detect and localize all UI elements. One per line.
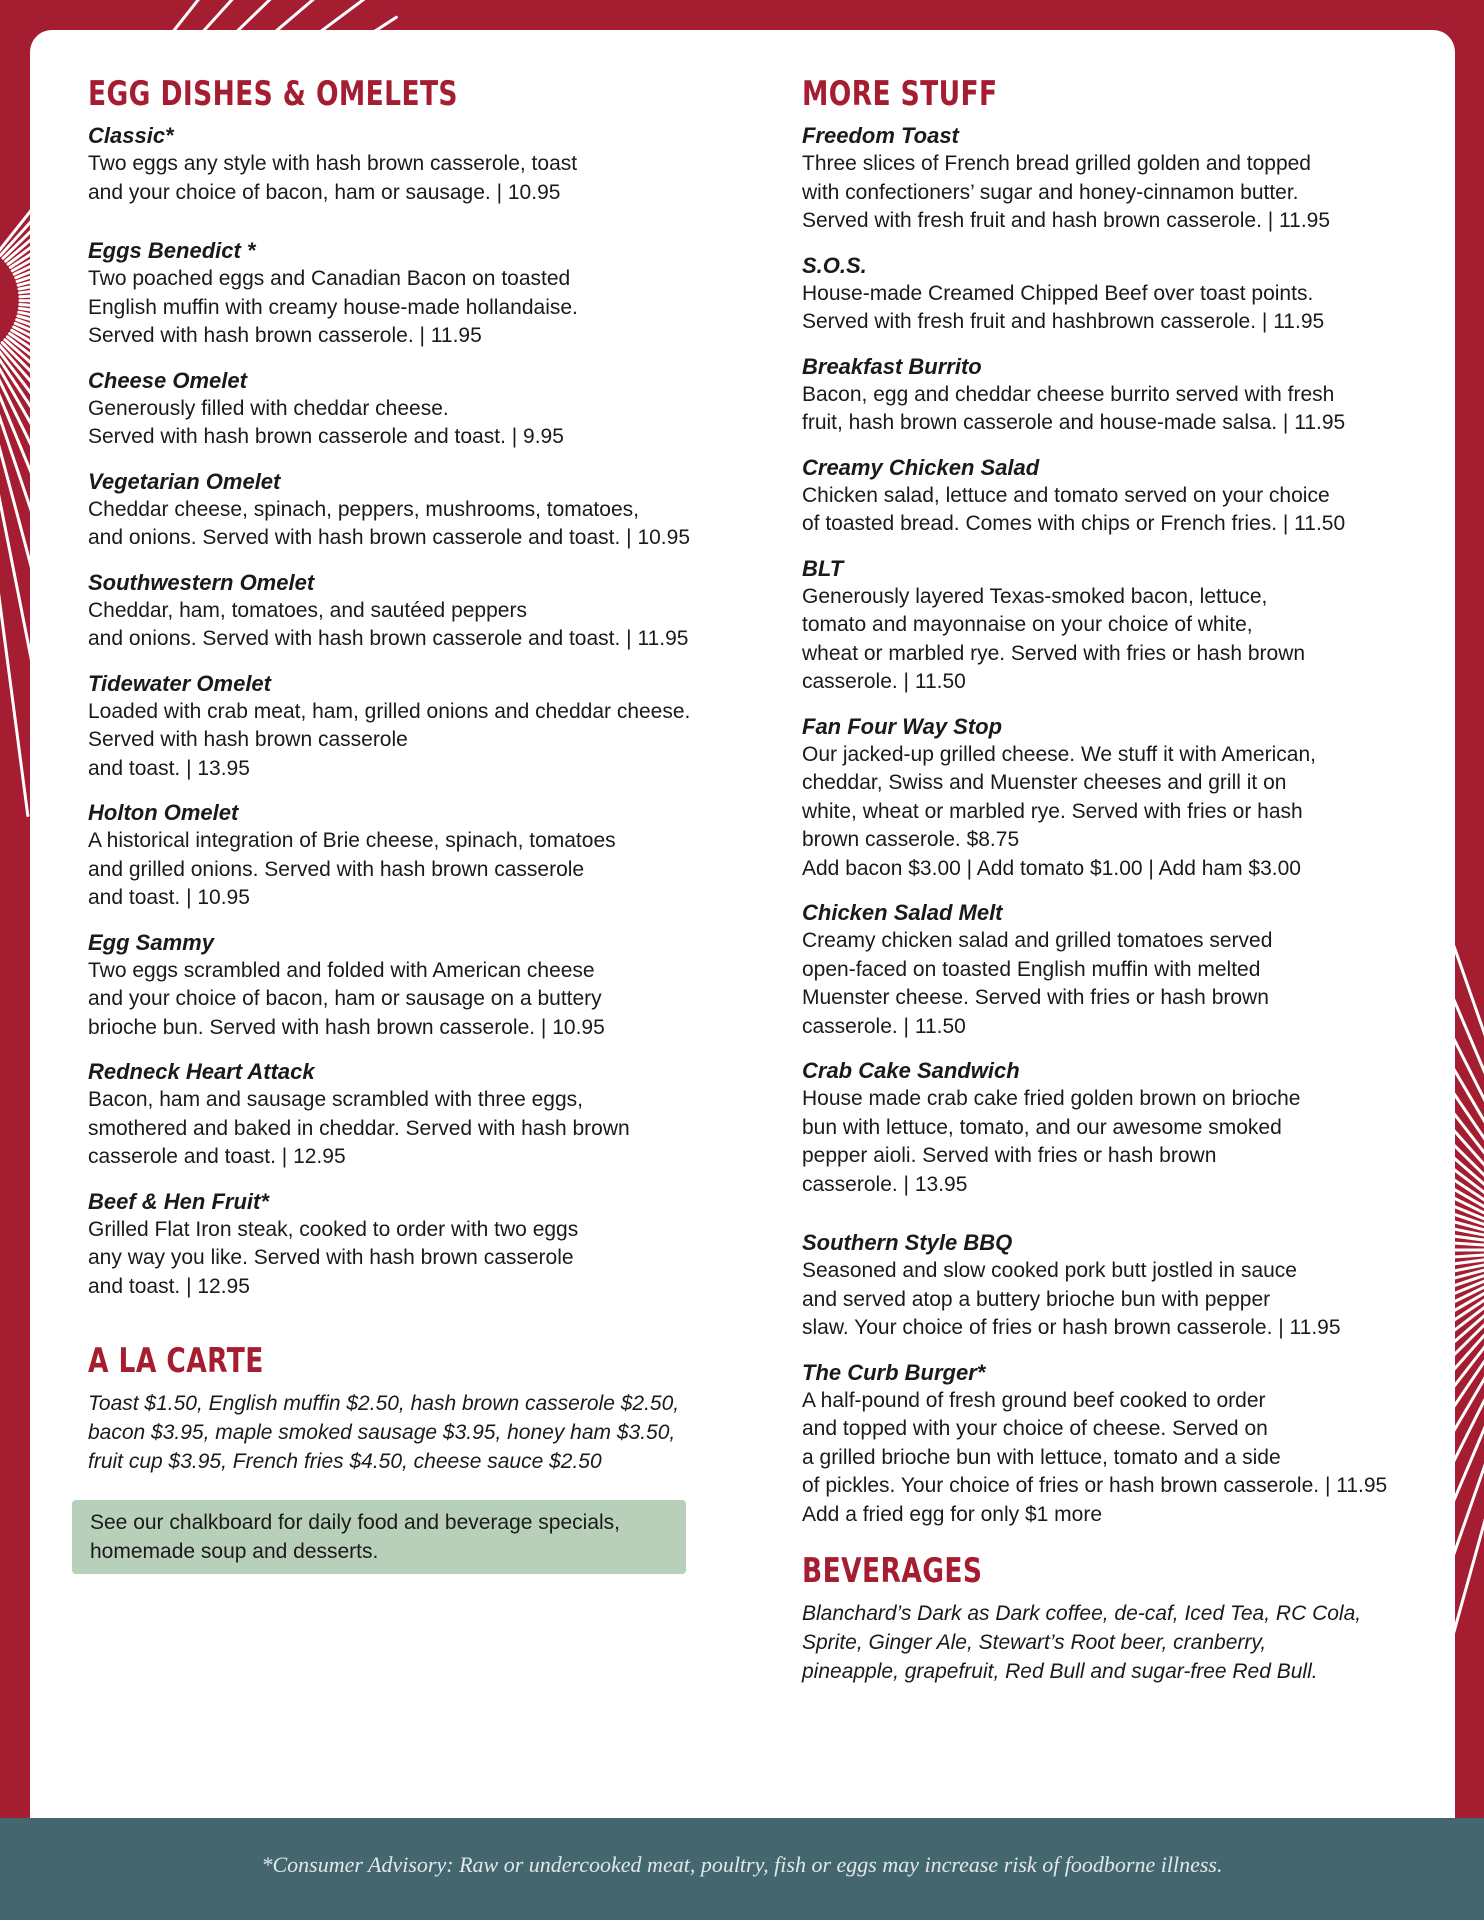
menu-item-description-line: Muenster cheese. Served with fries or hash brown: [802, 986, 1269, 1009]
menu-item: [88, 670, 758, 784]
menu-item-name: Southwestern Omelet: [88, 569, 315, 595]
a-la-carte-text: [88, 1389, 758, 1476]
menu-item-description-line: and your choice of bacon, ham or sausage. | 10.95: [88, 180, 561, 204]
menu-item-description-line: pepper aioli. Served with fries or hash brown: [802, 1144, 1217, 1167]
menu-item-description-line: Served with hash brown casserole and toast. | 9.95: [88, 425, 564, 448]
menu-item: [802, 899, 1452, 1041]
menu-item: [802, 555, 1452, 697]
menu-item-description-line: Chicken salad, lettuce and tomato served on your choice: [802, 483, 1330, 507]
menu-item-description-line: House made crab cake fried golden brown on brioche: [802, 1087, 1301, 1110]
menu-item-description-line: Seasoned and slow cooked pork butt jostled in sauce: [802, 1259, 1297, 1282]
menu-item-description-line: casserole. | 11.50: [802, 670, 966, 693]
menu-item-name: Beef & Hen Fruit*: [88, 1188, 269, 1214]
menu-item-description-line: English muffin with creamy house-made hollandaise.: [88, 295, 578, 319]
menu-item: [88, 799, 758, 913]
menu-item-name: Holton Omelet: [88, 800, 239, 825]
menu-item-name: Freedom Toast: [802, 123, 959, 148]
menu-item-name: The Curb Burger*: [802, 1359, 986, 1385]
menu-item-description-line: and onions. Served with hash brown casserole and toast. | 10.95: [88, 526, 690, 549]
menu-item-description-line: casserole and toast. | 12.95: [88, 1145, 346, 1168]
right-column: [802, 74, 1452, 1686]
menu-item: [802, 713, 1452, 884]
menu-item: [802, 1359, 1452, 1530]
a-la-carte-line: fruit cup $3.95, French fries $4.50, cheese sauce $2.50: [88, 1450, 602, 1473]
menu-item-description-line: Add a fried egg for only $1 more: [802, 1502, 1103, 1526]
specials-note-line: homemade soup and desserts.: [90, 1540, 379, 1563]
menu-item-description-line: A half-pound of fresh ground beef cooked to order: [802, 1388, 1266, 1412]
menu-item: [88, 367, 758, 452]
menu-item: [88, 929, 758, 1043]
menu-item: [88, 468, 758, 553]
menu-item: [88, 1058, 758, 1172]
menu-item: [802, 252, 1452, 337]
menu-item-description-line: A historical integration of Brie cheese, spinach, tomatoes: [88, 829, 616, 852]
menu-item-description-line: with confectioners’ sugar and honey-cinnamon butter.: [802, 180, 1299, 204]
menu-item-description-line: Served with hash brown casserole: [88, 728, 408, 751]
menu-item-description-line: brioche bun. Served with hash brown casserole. | 10.95: [88, 1015, 605, 1039]
menu-item-name: S.O.S.: [802, 252, 867, 278]
more-stuff-list: [802, 122, 1452, 1529]
menu-item: [802, 1057, 1452, 1199]
menu-item-description-line: bun with lettuce, tomato, and our awesome smoked: [802, 1115, 1282, 1139]
menu-item-description-line: tomato and mayonnaise on your choice of white,: [802, 613, 1253, 636]
menu-item-description-line: and served atop a buttery brioche bun with pepper: [802, 1287, 1271, 1311]
footer-bar: [0, 1818, 1484, 1920]
menu-item-description-line: Grilled Flat Iron steak, cooked to order with two eggs: [88, 1217, 579, 1241]
menu-item: [802, 1229, 1452, 1343]
menu-item-description-line: and your choice of bacon, ham or sausage on a buttery: [88, 987, 602, 1010]
menu-item-name: Breakfast Burrito: [802, 353, 982, 379]
menu-item: [88, 569, 758, 654]
menu-item-name: Eggs Benedict *: [88, 238, 256, 263]
menu-item-description-line: Our jacked-up grilled cheese. We stuff it with American,: [802, 742, 1316, 766]
menu-item-description-line: smothered and baked in cheddar. Served with hash brown: [88, 1116, 630, 1140]
menu-item-description-line: Three slices of French bread grilled golden and topped: [802, 152, 1311, 175]
menu-item-description-line: brown casserole. $8.75: [802, 828, 1020, 851]
menu-item: [802, 122, 1452, 236]
egg-dishes-heading: EGG DISHES & OMELETS: [88, 74, 458, 114]
menu-item-name: Chicken Salad Melt: [802, 900, 1003, 925]
menu-item-description-line: and toast. | 13.95: [88, 756, 250, 780]
menu-item-description-line: and grilled onions. Served with hash brown casserole: [88, 857, 585, 881]
menu-item-description-line: Cheddar, ham, tomatoes, and sautéed peppers: [88, 598, 527, 622]
menu-item-description-line: Bacon, ham and sausage scrambled with three eggs,: [88, 1088, 583, 1111]
menu-item-name: Vegetarian Omelet: [88, 468, 281, 494]
menu-item-name: BLT: [802, 555, 844, 581]
menu-item-description-line: slaw. Your choice of fries or hash brown casserole. | 11.95: [802, 1316, 1341, 1339]
menu-item-description-line: wheat or marbled rye. Served with fries or hash brown: [802, 641, 1306, 665]
menu-item: [88, 1188, 758, 1302]
menu-item-description-line: Creamy chicken salad and grilled tomatoes served: [802, 929, 1273, 952]
beverages-heading: BEVERAGES: [802, 1551, 983, 1591]
egg-dishes-list: [88, 122, 758, 1301]
menu-item-description-line: and onions. Served with hash brown casserole and toast. | 11.95: [88, 627, 689, 650]
menu-item-description-line: and topped with your choice of cheese. Served on: [802, 1417, 1268, 1440]
a-la-carte-line: bacon $3.95, maple smoked sausage $3.95, honey ham $3.50,: [88, 1421, 676, 1444]
menu-item-name: Southern Style BBQ: [802, 1230, 1013, 1255]
menu-item-description-line: Generously layered Texas-smoked bacon, lettuce,: [802, 584, 1268, 608]
menu-item-name: Classic*: [88, 123, 174, 148]
menu-item-description-line: of pickles. Your choice of fries or hash brown casserole. | 11.95: [802, 1474, 1388, 1497]
menu-item-description-line: and toast. | 10.95: [88, 886, 250, 909]
menu-item-description-line: Served with fresh fruit and hashbrown casserole. | 11.95: [802, 310, 1325, 333]
menu-item-description-line: Add bacon $3.00 | Add tomato $1.00 | Add ham $3.00: [802, 856, 1301, 880]
menu-item: [802, 353, 1452, 438]
beverages-line: pineapple, grapefruit, Red Bull and sugar-free Red Bull.: [802, 1660, 1318, 1683]
menu-item-name: Tidewater Omelet: [88, 670, 271, 696]
menu-item-description-line: Generously filled with cheddar cheese.: [88, 396, 449, 420]
menu-item-description-line: fruit, hash brown casserole and house-made salsa. | 11.95: [802, 411, 1346, 434]
menu-item-description-line: Served with fresh fruit and hash brown casserole. | 11.95: [802, 209, 1331, 232]
menu-item-name: Redneck Heart Attack: [88, 1059, 315, 1084]
menu-item-description-line: Bacon, egg and cheddar cheese burrito served with fresh: [802, 382, 1335, 406]
menu-item-name: Crab Cake Sandwich: [802, 1058, 1020, 1083]
beverages-line: Blanchard’s Dark as Dark coffee, de-caf, Iced Tea, RC Cola,: [802, 1602, 1362, 1625]
menu-item-description-line: a grilled brioche bun with lettuce, tomato and a side: [802, 1445, 1281, 1469]
a-la-carte-line: Toast $1.50, English muffin $2.50, hash brown casserole $2.50,: [88, 1392, 680, 1415]
beverages-line: Sprite, Ginger Ale, Stewart’s Root beer, cranberry,: [802, 1631, 1267, 1654]
beverages-text: [802, 1599, 1452, 1686]
more-stuff-heading: MORE STUFF: [802, 74, 998, 114]
menu-item-description-line: Cheddar cheese, spinach, peppers, mushrooms, tomatoes,: [88, 497, 639, 521]
menu-item: [88, 122, 758, 207]
menu-item-description-line: casserole. | 11.50: [802, 1014, 966, 1038]
menu-item-description-line: Loaded with crab meat, ham, grilled onions and cheddar cheese.: [88, 699, 691, 723]
menu-item-description-line: Two eggs scrambled and folded with American cheese: [88, 958, 595, 982]
menu-item-description-line: any way you like. Served with hash brown casserole: [88, 1246, 574, 1269]
menu-item-name: Creamy Chicken Salad: [802, 454, 1040, 480]
left-column: [88, 74, 758, 1574]
menu-item-description-line: Served with hash brown casserole. | 11.95: [88, 324, 482, 347]
specials-note: [72, 1500, 686, 1574]
menu-item-description-line: and toast. | 12.95: [88, 1274, 250, 1298]
menu-item-description-line: Two eggs any style with hash brown casserole, toast: [88, 152, 578, 175]
specials-note-line: See our chalkboard for daily food and beverage specials,: [90, 1511, 621, 1534]
consumer-advisory: *Consumer Advisory: Raw or undercooked meat, poultry, fish or eggs may increase risk of foodborne illness.: [261, 1852, 1223, 1877]
menu-item: [802, 454, 1452, 539]
menu-item: [88, 237, 758, 351]
menu-item-description-line: cheddar, Swiss and Muenster cheeses and grill it on: [802, 771, 1287, 794]
menu-item-description-line: House-made Creamed Chipped Beef over toast points.: [802, 281, 1314, 305]
menu-item-description-line: white, wheat or marbled rye. Served with fries or hash: [802, 799, 1303, 823]
menu-item-description-line: Two poached eggs and Canadian Bacon on toasted: [88, 267, 571, 290]
menu-item-description-line: of toasted bread. Comes with chips or French fries. | 11.50: [802, 512, 1346, 535]
menu-item-description-line: open-faced on toasted English muffin with melted: [802, 957, 1261, 981]
a-la-carte-heading: A LA CARTE: [88, 1341, 264, 1381]
menu-item-name: Fan Four Way Stop: [802, 713, 1003, 739]
menu-item-name: Cheese Omelet: [88, 367, 247, 393]
menu-item-description-line: casserole. | 13.95: [802, 1172, 968, 1196]
menu-item-name: Egg Sammy: [88, 929, 214, 955]
